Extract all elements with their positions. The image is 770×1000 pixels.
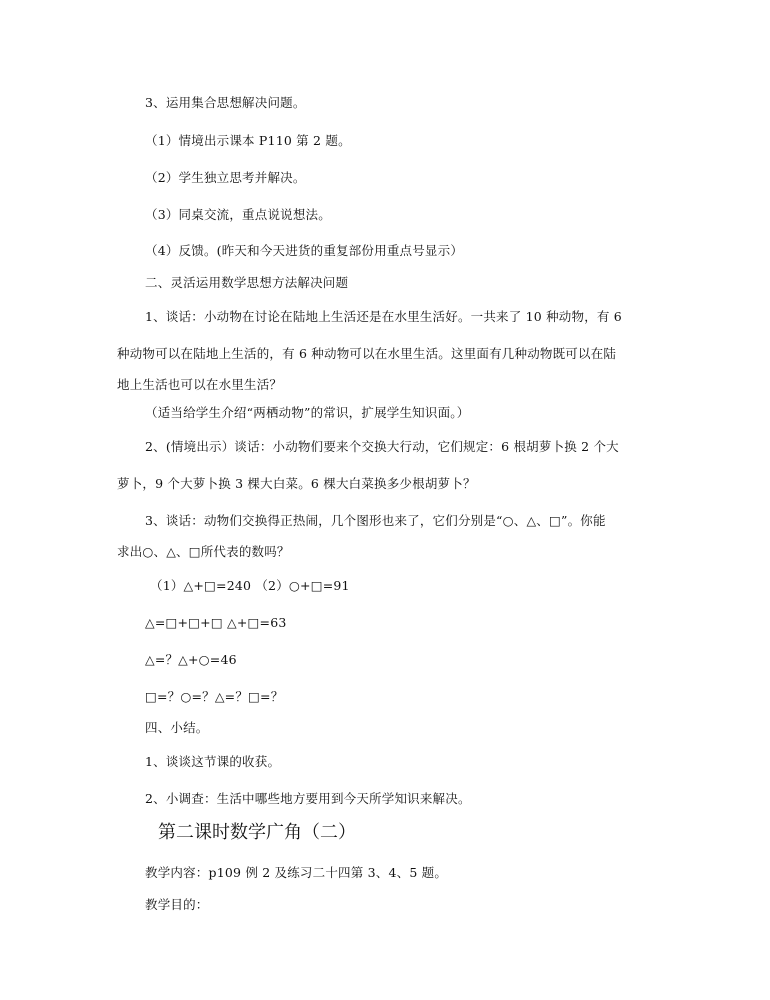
equation-line-1: （1）△+□=240 （2）○+□=91: [150, 578, 350, 593]
text-line-21: 2、小调查：生活中哪些地方要用到今天所学知识来解决。: [145, 791, 471, 806]
teaching-goal-line: 教学目的：: [145, 897, 209, 912]
text-line-8: 种动物可以在陆地上生活的，有 6 种动物可以在水里生活。这里面有几种动物既可以在陆: [117, 346, 617, 361]
text-line-14: 求出○、△、□所代表的数吗？: [117, 544, 290, 559]
text-line-4: （3）同桌交流，重点说说想法。: [145, 207, 331, 222]
equation-line-3: △=？△+○=46: [145, 652, 237, 667]
text-line-13: 3、谈话：动物们交换得正热闹，几个图形也来了，它们分别是“○、△、□”。你能: [145, 513, 606, 528]
text-line-7: 1、谈话：小动物在讨论在陆地上生活还是在水里生活好。一共来了 10 种动物，有 6: [145, 309, 622, 324]
text-line-1: 3、运用集合思想解决问题。: [145, 95, 306, 110]
text-line-10: （适当给学生介绍“两栖动物”的常识，扩展学生知识面。）: [145, 405, 470, 420]
section-title-2: 二、灵活运用数学思想方法解决问题: [145, 275, 349, 290]
text-line-12: 萝卜，9 个大萝卜换 3 棵大白菜。6 棵大白菜换多少根胡萝卜？: [117, 476, 476, 491]
text-line-5: （4）反馈。(昨天和今天进货的重复部份用重点号显示）: [145, 243, 464, 258]
section-title-4: 四、小结。: [145, 720, 209, 735]
text-line-2: （1）情境出示课本 P110 第 2 题。: [145, 133, 351, 148]
text-line-20: 1、谈谈这节课的收获。: [145, 754, 281, 769]
text-line-3: （2）学生独立思考并解决。: [145, 170, 306, 185]
equation-line-2: △=□+□+□ △+□=63: [145, 615, 287, 630]
text-line-9: 地上生活也可以在水里生活？: [117, 377, 283, 392]
teaching-content-line: 教学内容：p109 例 2 及练习二十四第 3、4、5 题。: [145, 865, 448, 880]
text-line-11: 2、(情境出示）谈话：小动物们要来个交换大行动，它们规定：6 根胡萝卜换 2 个大: [145, 439, 619, 454]
lesson-heading: 第二课时数学广角（二）: [158, 822, 356, 843]
equation-line-4: □=？○=？△=？□=？: [145, 689, 284, 704]
